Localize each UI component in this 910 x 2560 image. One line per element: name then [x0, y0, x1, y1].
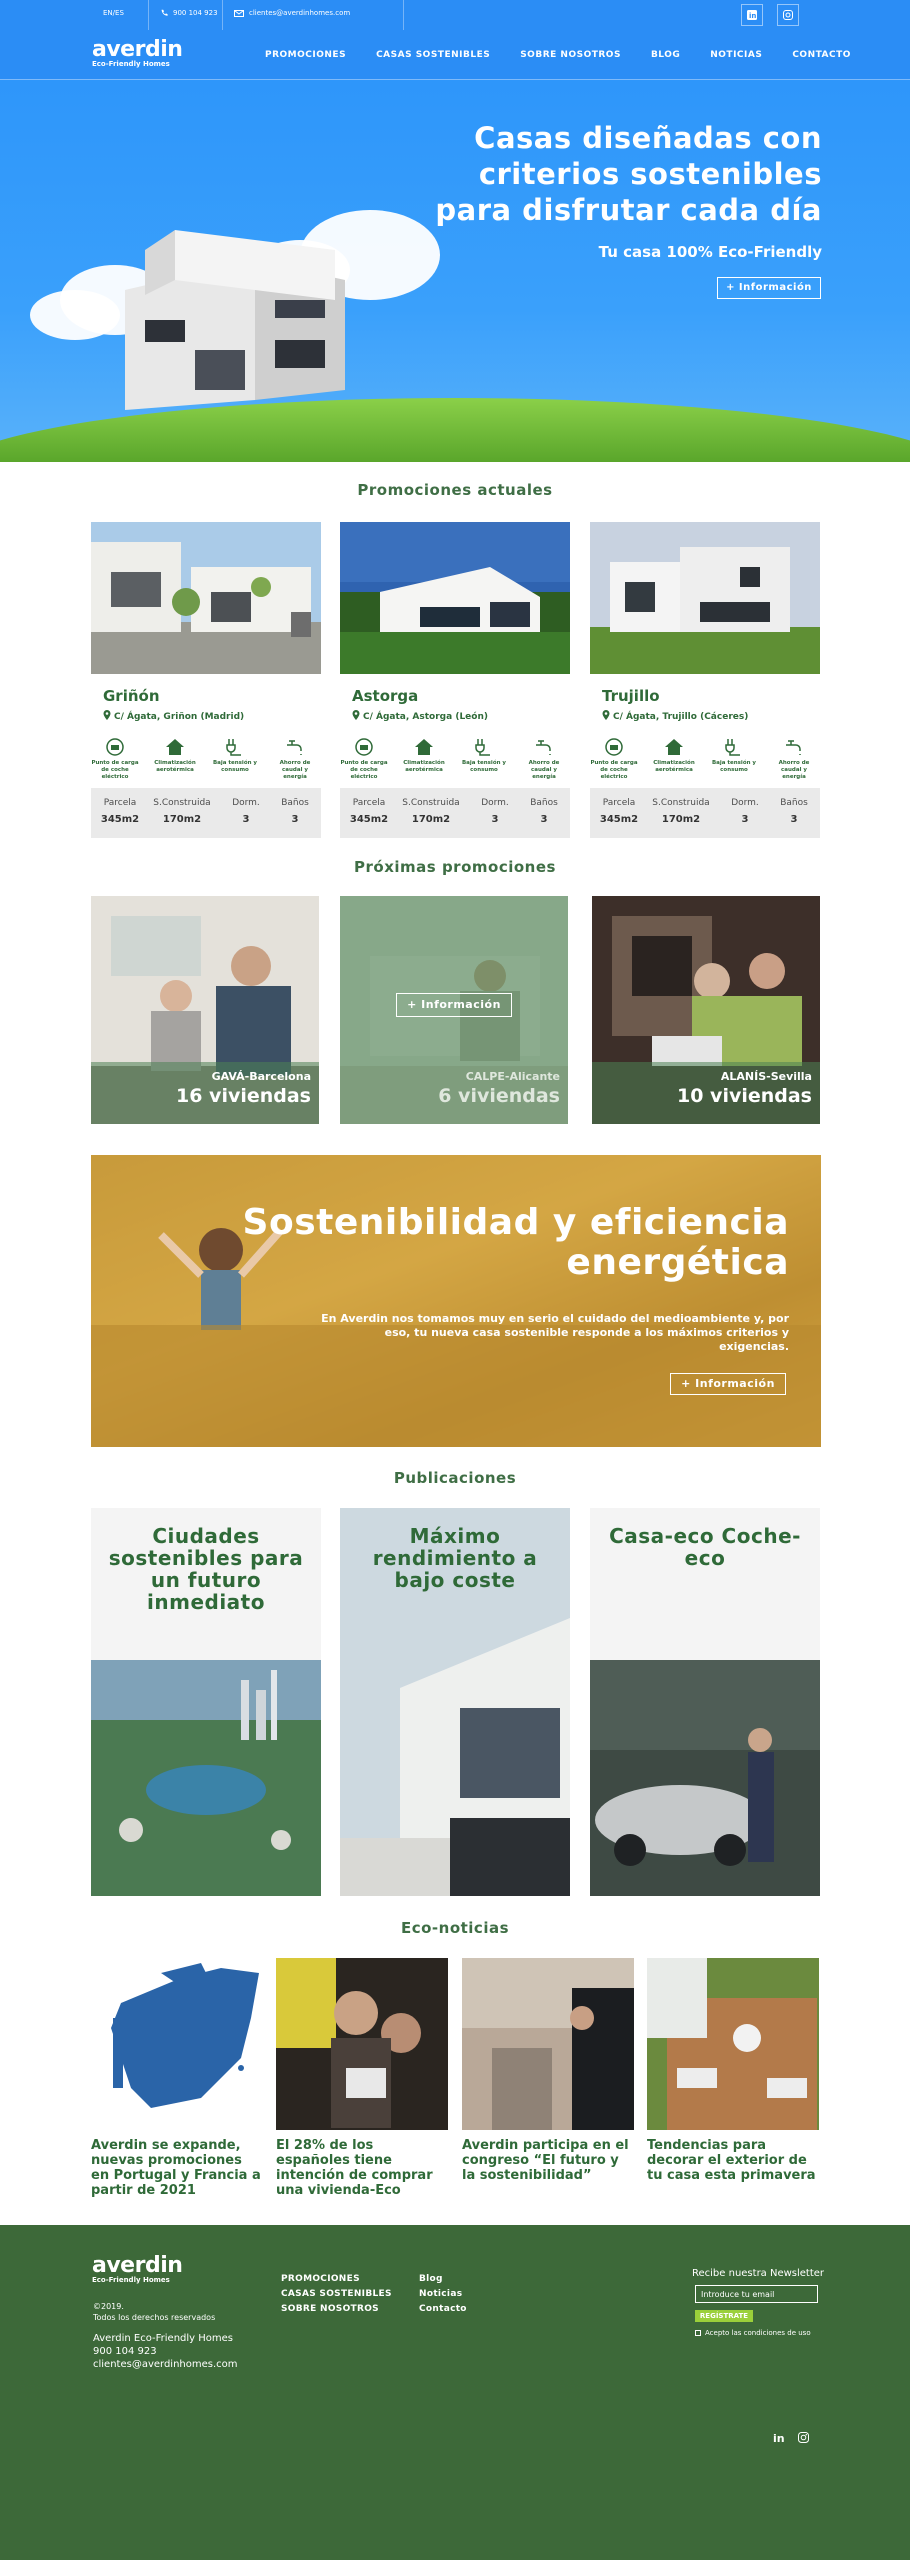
divider: [148, 0, 149, 30]
spec-label: Baños: [530, 798, 558, 808]
news-card[interactable]: [276, 1958, 448, 2198]
promo-location: [352, 710, 488, 722]
spec-value: 170m2: [661, 814, 701, 825]
instagram-button[interactable]: [777, 4, 799, 26]
footer-link-casas[interactable]: CASAS SOSTENIBLES: [281, 2289, 392, 2299]
news-card[interactable]: [91, 1958, 263, 2198]
promo-name: Griñón: [103, 687, 160, 705]
news-title[interactable]: Tendencias para decorar el exterior de tu casa esta primavera: [647, 2138, 816, 2183]
nav-item-promociones[interactable]: PROMOCIONES: [265, 50, 347, 60]
feature-climate: [151, 737, 199, 774]
feature-water-saving: [520, 737, 568, 781]
feature-label: Ahorro de caudal y energía: [778, 760, 810, 780]
spec-banos: [772, 798, 816, 825]
spec-construida: [147, 798, 217, 825]
feature-label: Punto de carga de coche eléctrico: [91, 760, 139, 780]
feature-label: Baja tensión y consumo: [711, 760, 757, 773]
news-card[interactable]: [462, 1958, 634, 2183]
sustainability-info-button[interactable]: + Información: [670, 1373, 786, 1395]
location-pin-icon: [103, 710, 111, 720]
footer-link-noticias[interactable]: Noticias: [419, 2289, 463, 2299]
spec-label: Dorm.: [232, 798, 260, 808]
upcoming-city: ALANÍS-Sevilla: [720, 1070, 812, 1083]
news-image[interactable]: [276, 1958, 448, 2130]
phone-text: 900 104 923: [173, 9, 218, 17]
instagram-icon: [798, 2432, 809, 2443]
promo-photo[interactable]: [590, 522, 820, 674]
promo-location: [103, 710, 244, 722]
footer: [0, 2225, 910, 2560]
upcoming-homes: 10 viviendas: [677, 1085, 812, 1107]
top-bar: [0, 0, 910, 30]
spec-label: S.Construida: [402, 798, 460, 808]
spec-label: Parcela: [602, 798, 636, 808]
footer-link-contacto[interactable]: Contacto: [419, 2304, 467, 2314]
upcoming-card-calpe[interactable]: [340, 896, 568, 1124]
feature-label: Climatización aerotérmica: [653, 760, 695, 773]
feature-climate: [650, 737, 698, 774]
feature-ev-charger: [91, 737, 139, 781]
feature-low-voltage: [460, 737, 508, 774]
hero-tagline: Tu casa 100% Eco-Friendly: [598, 243, 822, 261]
spec-value: 3: [291, 814, 299, 825]
newsletter-register-button[interactable]: REGÍSTRATE: [695, 2310, 753, 2322]
spec-label: Parcela: [103, 798, 137, 808]
footer-contact: [93, 2332, 238, 2371]
terms-checkbox[interactable]: [695, 2330, 701, 2336]
feature-ev-charger: [590, 737, 638, 781]
envelope-icon: [234, 10, 244, 17]
news-title[interactable]: Averdin se expande, nuevas promociones en Portugal y Francia a partir de 2021: [91, 2138, 261, 2198]
upcoming-homes: 16 viviendas: [176, 1085, 311, 1107]
footer-link-promociones[interactable]: PROMOCIONES: [281, 2274, 360, 2284]
promo-card-trujillo[interactable]: [590, 522, 820, 838]
spec-value: 345m2: [349, 814, 389, 825]
plug-icon: [723, 737, 745, 757]
spec-label: Baños: [281, 798, 309, 808]
promo-card-grinon[interactable]: [91, 522, 321, 838]
promo-location-text: C/ Ágata, Astorga (León): [363, 712, 488, 722]
nav-item-sobre-nosotros[interactable]: SOBRE NOSOTROS: [520, 50, 621, 60]
news-card[interactable]: [647, 1958, 819, 2183]
house-leaf-icon: [164, 737, 186, 757]
promo-photo[interactable]: [340, 522, 570, 674]
promo-name: Astorga: [352, 687, 419, 705]
spec-value: 170m2: [411, 814, 451, 825]
footer-link-blog[interactable]: Blog: [419, 2274, 443, 2284]
newsletter-email-input[interactable]: Introduce tu email: [695, 2285, 818, 2303]
nav-item-casas-sostenibles[interactable]: CASAS SOSTENIBLES: [376, 50, 491, 60]
spec-parcela: [596, 798, 642, 825]
spec-value: 3: [540, 814, 548, 825]
feature-ev-charger: [340, 737, 388, 781]
news-title[interactable]: Averdin participa en el congreso “El futuro y la sostenibilidad”: [462, 2138, 629, 2183]
location-pin-icon: [602, 710, 610, 720]
house-illustration: [85, 220, 395, 420]
feature-low-voltage: [710, 737, 758, 774]
faucet-icon: [533, 737, 555, 757]
language-label[interactable]: EN/ES: [103, 9, 124, 17]
upcoming-card-alanis[interactable]: [592, 896, 820, 1124]
wheat-field-image: [91, 1155, 821, 1447]
spec-label: Dorm.: [731, 798, 759, 808]
promo-specs: [91, 788, 321, 838]
promo-location-text: C/ Ágata, Trujillo (Cáceres): [613, 712, 749, 722]
feature-water-saving: [770, 737, 818, 781]
feature-label: Baja tensión y consumo: [212, 760, 258, 773]
hero-banner: [0, 80, 910, 462]
spec-banos: [522, 798, 566, 825]
upcoming-city: GAVÁ-Barcelona: [211, 1070, 311, 1083]
main-nav: [0, 30, 910, 80]
spec-label: S.Construida: [652, 798, 710, 808]
feature-label: Climatización aerotérmica: [154, 760, 196, 773]
plug-icon: [224, 737, 246, 757]
brand-tagline: Eco-Friendly Homes: [92, 60, 170, 68]
email-text: clientes@averdinhomes.com: [249, 9, 351, 17]
spec-value: 345m2: [100, 814, 140, 825]
promo-name: Trujillo: [602, 687, 660, 705]
footer-links-col1: [281, 2274, 392, 2319]
svg-text:in: in: [773, 2432, 784, 2443]
sustainability-text: En Averdin nos tomamos muy en serio el cuidado del medioambiente y, por eso, tu nueva casa sostenible responde a los máximos criterios y exigencias.: [321, 1312, 789, 1353]
news-title[interactable]: El 28% de los españoles tiene intención de comprar una vivienda-Eco: [276, 2138, 433, 2198]
news-image[interactable]: [91, 1958, 263, 2130]
hero-title: Casas diseñadas con criterios sostenibles para disfrutar cada día: [435, 121, 822, 227]
footer-phone[interactable]: 900 104 923: [93, 2346, 157, 2357]
divider: [222, 0, 223, 30]
linkedin-icon: [747, 10, 757, 20]
promo-card-astorga[interactable]: [340, 522, 570, 838]
brand-name: averdin: [92, 37, 183, 62]
sustainability-banner: [91, 1155, 821, 1447]
terms-label: Acepto las condiciones de uso: [705, 2329, 811, 2337]
spec-label: Baños: [780, 798, 808, 808]
footer-logo[interactable]: [92, 2253, 182, 2284]
news-image[interactable]: [647, 1958, 819, 2130]
feature-label: Baja tensión y consumo: [461, 760, 507, 773]
faucet-icon: [783, 737, 805, 757]
nav-item-contacto[interactable]: CONTACTO: [792, 50, 851, 60]
publication-card-ciudades[interactable]: [91, 1508, 321, 1896]
spec-dormitorios: [472, 798, 518, 825]
feature-label: Ahorro de caudal y energía: [528, 760, 560, 780]
spec-banos: [273, 798, 317, 825]
upcoming-info-button[interactable]: + Información: [396, 993, 512, 1017]
feature-low-voltage: [211, 737, 259, 774]
phone-link[interactable]: [160, 9, 218, 17]
promo-location-text: C/ Ágata, Griñon (Madrid): [114, 712, 245, 722]
faucet-icon: [284, 737, 306, 757]
publication-title: Ciudades sostenibles para un futuro inmediato: [108, 1524, 304, 1614]
instagram-icon: [783, 10, 793, 20]
promo-location: [602, 710, 748, 722]
section-title-noticias: Eco-noticias: [400, 1919, 510, 1937]
promo-specs: [590, 788, 820, 838]
language-switch[interactable]: [103, 9, 124, 17]
hero-info-button[interactable]: + Información: [717, 277, 821, 299]
spec-construida: [646, 798, 716, 825]
house-leaf-icon: [663, 737, 685, 757]
location-pin-icon: [352, 710, 360, 720]
spec-label: Parcela: [352, 798, 386, 808]
copyright-text: Todos los derechos reservados: [93, 2313, 216, 2322]
publication-image: [91, 1660, 321, 1896]
footer-brand-tagline: Eco-Friendly Homes: [92, 2276, 170, 2284]
spec-value: 3: [741, 814, 749, 825]
ev-charger-icon: [104, 737, 126, 757]
upcoming-card-gava[interactable]: [91, 896, 319, 1124]
section-title-publicaciones: Publicaciones: [393, 1469, 517, 1487]
feature-water-saving: [271, 737, 319, 781]
section-title-proximas: Próximas promociones: [354, 858, 556, 876]
copyright-year: ©2019.: [93, 2302, 124, 2311]
upcoming-city: CALPE-Alicante: [465, 1070, 560, 1083]
footer-copyright: [93, 2301, 215, 2323]
promo-photo[interactable]: [91, 522, 321, 674]
divider: [403, 0, 404, 30]
spec-value: 345m2: [599, 814, 639, 825]
news-image[interactable]: [462, 1958, 634, 2130]
feature-label: Punto de carga de coche eléctrico: [590, 760, 638, 780]
spec-value: 3: [790, 814, 798, 825]
spec-construida: [396, 798, 466, 825]
linkedin-icon: [773, 2432, 784, 2443]
spec-value: 3: [491, 814, 499, 825]
spec-label: S.Construida: [153, 798, 211, 808]
footer-links-col2: [419, 2274, 467, 2319]
linkedin-button[interactable]: [741, 4, 763, 26]
publication-title: Casa-eco Coche-eco: [609, 1524, 801, 1570]
feature-label: Climatización aerotérmica: [403, 760, 445, 773]
terms-checkbox-row[interactable]: [695, 2329, 811, 2337]
publication-card-coche[interactable]: [590, 1508, 820, 1896]
plug-icon: [473, 737, 495, 757]
ev-charger-icon: [603, 737, 625, 757]
footer-instagram-button[interactable]: [798, 2428, 809, 2447]
spec-value: 3: [242, 814, 250, 825]
footer-link-nosotros[interactable]: SOBRE NOSOTROS: [281, 2304, 379, 2314]
svg-text:in: in: [749, 12, 757, 20]
upcoming-homes: 6 viviendas: [438, 1085, 560, 1107]
footer-email[interactable]: clientes@averdinhomes.com: [93, 2359, 238, 2370]
publication-card-rendimiento[interactable]: [340, 1508, 570, 1896]
newsletter-title: Recibe nuestra Newsletter: [692, 2268, 825, 2279]
ev-charger-icon: [353, 737, 375, 757]
brand-logo[interactable]: [92, 37, 182, 68]
spec-parcela: [97, 798, 143, 825]
footer-linkedin-button[interactable]: [773, 2428, 784, 2447]
spec-label: Dorm.: [481, 798, 509, 808]
nav-menu: [265, 50, 881, 60]
nav-item-blog[interactable]: BLOG: [650, 50, 681, 60]
footer-company: Averdin Eco-Friendly Homes: [93, 2333, 233, 2344]
spec-parcela: [346, 798, 392, 825]
spec-dormitorios: [722, 798, 768, 825]
publication-title: Máximo rendimiento a bajo coste: [372, 1524, 538, 1592]
sustainability-title: Sostenibilidad y eficiencia energética: [242, 1202, 789, 1283]
nav-item-noticias[interactable]: NOTICIAS: [710, 50, 763, 60]
feature-label: Punto de carga de coche eléctrico: [340, 760, 388, 780]
phone-icon: [160, 9, 168, 17]
promo-specs: [340, 788, 570, 838]
spec-value: 170m2: [162, 814, 202, 825]
feature-climate: [400, 737, 448, 774]
publication-image: [590, 1660, 820, 1896]
feature-label: Ahorro de caudal y energía: [279, 760, 311, 780]
footer-brand-name: averdin: [92, 2253, 183, 2278]
section-title-promociones: Promociones actuales: [357, 481, 553, 499]
spec-dormitorios: [223, 798, 269, 825]
house-leaf-icon: [413, 737, 435, 757]
email-link[interactable]: [234, 9, 350, 17]
